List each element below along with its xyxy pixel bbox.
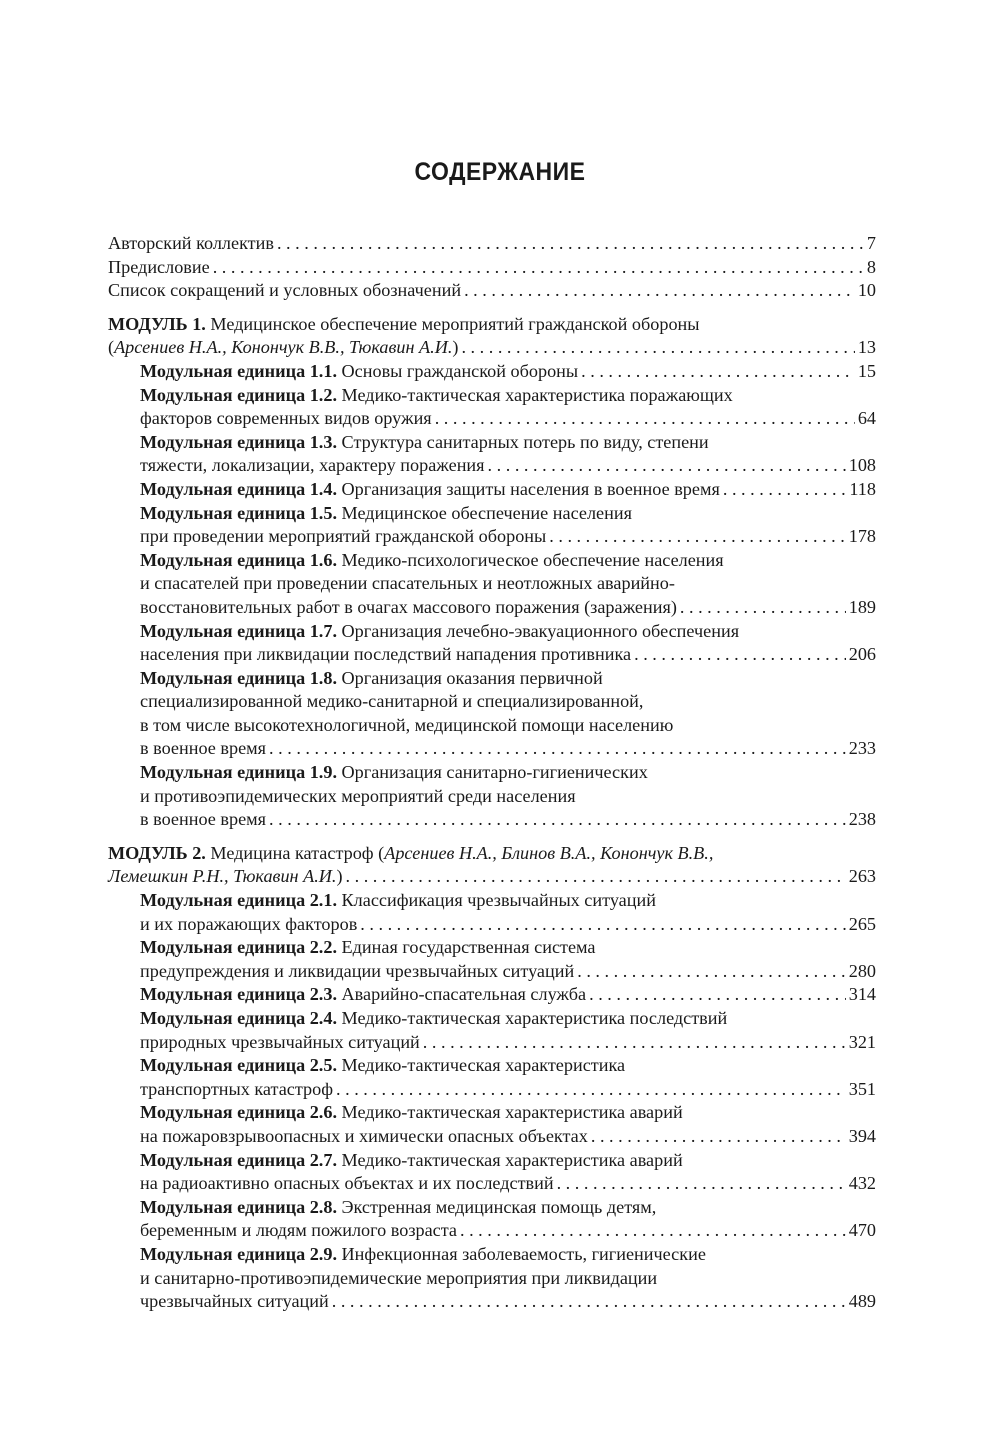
unit-title-text: природных чрезвычайных ситуаций <box>140 1031 420 1052</box>
page-number: 7 <box>866 233 876 253</box>
page-number: 10 <box>857 280 876 301</box>
dot-leader <box>488 454 846 478</box>
unit-label: Модульная единица 1.1. <box>140 360 337 381</box>
entry-line <box>140 1031 876 1055</box>
entry-line <box>140 407 876 431</box>
entry-line <box>140 525 876 549</box>
module-unit-entry <box>108 667 876 761</box>
entry-line <box>140 1267 876 1291</box>
unit-title-text: Медико-тактическая характеристика аварий <box>341 1149 683 1170</box>
unit-label: Модульная единица 2.4. <box>140 1008 337 1028</box>
unit-title-text: Классификация чрезвычайных ситуаций <box>341 890 656 911</box>
unit-title-text: на радиоактивно опасных объектах и их последствий <box>140 1173 554 1194</box>
entry-line <box>140 737 876 761</box>
module-1-section <box>108 313 876 832</box>
entry-line <box>140 1101 876 1125</box>
entry-line <box>140 478 876 502</box>
module-unit-entry <box>108 478 876 502</box>
unit-label: Модульная единица 2.3. <box>140 984 337 1005</box>
entry-line <box>140 572 876 596</box>
unit-title-text: Аварийно-спасательная служба <box>341 984 587 1005</box>
entry-line <box>140 1172 876 1196</box>
module-unit-entry <box>108 549 876 620</box>
module-unit-entry <box>108 889 876 936</box>
module-2-authors-line1: Арсениев Н.А., Блинов В.А., Конончук В.В., <box>384 842 714 863</box>
dot-leader <box>591 1125 846 1149</box>
dot-leader <box>423 1031 846 1055</box>
dot-leader <box>336 1078 846 1102</box>
entry-line <box>140 936 876 960</box>
unit-title-text: Экстренная медицинская помощь детям, <box>341 1196 657 1217</box>
page-number: 178 <box>848 526 876 547</box>
unit-label: Модульная единица 2.8. <box>140 1196 337 1217</box>
dot-leader <box>581 360 855 384</box>
entry-line <box>140 1078 876 1102</box>
entry-line <box>140 714 876 738</box>
unit-title-text: Организация защиты населения в военное время <box>341 478 720 499</box>
unit-title-text: тяжести, локализации, характеру поражения <box>140 455 485 476</box>
unit-title-text: восстановительных работ в очагах массового поражения (заражения) <box>140 596 677 617</box>
page-number: 265 <box>848 913 876 934</box>
entry-title: Предисловие <box>108 256 210 277</box>
page-number: 470 <box>848 1220 876 1241</box>
entry-line <box>140 960 876 984</box>
dot-leader <box>269 737 846 761</box>
unit-title-text: в том числе высокотехнологичной, медицинской помощи населению <box>140 714 674 735</box>
unit-title-text: Организация лечебно-эвакуационного обеспечения <box>341 620 740 641</box>
unit-title-text: Организация санитарно-гигиенических <box>341 762 648 783</box>
page-number: 15 <box>857 360 876 381</box>
module-unit-entry <box>108 620 876 667</box>
dot-leader <box>360 913 845 937</box>
dot-leader <box>346 865 846 889</box>
entry-line <box>140 1290 876 1314</box>
entry-line <box>140 454 876 478</box>
unit-label: Модульная единица 1.9. <box>140 762 337 783</box>
page-number: 108 <box>848 455 876 476</box>
page-number: 432 <box>848 1173 876 1194</box>
unit-title-text: транспортных катастроф <box>140 1078 333 1099</box>
module-2-units <box>108 889 876 1314</box>
dot-leader <box>277 232 864 256</box>
entry-line <box>140 889 876 913</box>
unit-label: Модульная единица 1.7. <box>140 620 337 641</box>
unit-title-text: беременным и людям пожилого возраста <box>140 1220 457 1241</box>
entry-line <box>140 431 876 455</box>
front-matter-list <box>108 232 876 303</box>
dot-leader <box>549 525 845 549</box>
module-1-authors: Арсениев Н.А., Конончук В.В., Тюкавин А.И. <box>114 337 453 358</box>
dot-leader <box>332 1290 846 1314</box>
entry-line <box>140 1149 876 1173</box>
entry-line <box>140 384 876 408</box>
page-title: СОДЕРЖАНИЕ <box>414 158 586 186</box>
dot-leader <box>461 336 854 360</box>
module-unit-entry <box>108 761 876 832</box>
dot-leader <box>435 407 855 431</box>
unit-title-text: при проведении мероприятий гражданской обороны <box>140 526 547 547</box>
entry-title: Список сокращений и условных обозначений <box>108 280 462 301</box>
unit-title-text: на пожаровзрывоопасных и химически опасных объектах <box>140 1125 588 1146</box>
toc-entry <box>108 232 876 256</box>
unit-title-text: Медико-тактическая характеристика последствий <box>341 1008 728 1028</box>
unit-title-text: Медико-тактическая характеристика аварий <box>341 1102 683 1123</box>
entry-line <box>140 549 876 573</box>
unit-title-text: Структура санитарных потерь по виду, степени <box>341 431 709 452</box>
toc-entry <box>108 256 876 280</box>
module-unit-entry <box>108 1243 876 1314</box>
unit-title-text: Инфекционная заболеваемость, гигиенические <box>341 1243 706 1264</box>
module-unit-entry <box>108 936 876 983</box>
page-number: 118 <box>849 478 876 499</box>
unit-title-text: в военное время <box>140 809 267 830</box>
entry-line <box>140 1219 876 1243</box>
page-number: 233 <box>848 738 876 759</box>
unit-title-text: и противоэпидемических мероприятий среди населения <box>140 785 576 806</box>
page-number: 13 <box>857 337 876 358</box>
entry-line <box>140 502 876 526</box>
page-number: 238 <box>848 809 876 830</box>
page-number: 8 <box>866 256 876 277</box>
dot-leader <box>723 478 847 502</box>
module-unit-entry <box>108 1054 876 1101</box>
entry-line <box>140 1007 876 1031</box>
page-number: 489 <box>848 1291 876 1312</box>
entry-line <box>140 1243 876 1267</box>
module-unit-entry <box>108 384 876 431</box>
entry-line <box>140 761 876 785</box>
unit-title-text: чрезвычайных ситуаций <box>140 1291 329 1312</box>
module-1-title: Медицинское обеспечение мероприятий гражданской обороны <box>210 313 700 334</box>
unit-title-text: и санитарно-противоэпидемические мероприятия при ликвидации <box>140 1267 658 1288</box>
page-number: 351 <box>848 1078 876 1099</box>
dot-leader <box>557 1172 846 1196</box>
dot-leader <box>634 643 846 667</box>
dot-leader <box>460 1219 846 1243</box>
unit-title-text: Медицинское обеспечение населения <box>341 502 632 523</box>
module-unit-entry <box>108 1196 876 1243</box>
dot-leader <box>464 279 855 303</box>
dot-leader <box>589 983 846 1007</box>
module-unit-entry <box>108 1007 876 1054</box>
unit-label: Модульная единица 1.5. <box>140 502 337 523</box>
toc-entry <box>108 279 876 303</box>
module-1-units <box>108 360 876 832</box>
unit-title-text: Единая государственная система <box>341 937 596 958</box>
module-unit-entry <box>108 1149 876 1196</box>
module-unit-entry <box>108 1101 876 1148</box>
unit-title-text: и их поражающих факторов <box>140 913 358 934</box>
module-2-authors-line2: Лемешкин Р.Н., Тюкавин А.И. <box>108 866 337 887</box>
module-unit-entry <box>108 431 876 478</box>
module-1-heading: МОДУЛЬ 1. Медицинское обеспечение мероприятий гражданской обороны (Арсениев Н.А., Конончук В.В., Тюкавин А.И.) . . . 13 <box>108 313 876 360</box>
entry-line <box>140 1125 876 1149</box>
module-2-section <box>108 842 876 1314</box>
entry-line <box>140 913 876 937</box>
unit-label: Модульная единица 1.8. <box>140 667 337 688</box>
unit-label: Модульная единица 1.4. <box>140 478 337 499</box>
unit-title-text: населения при ликвидации последствий нападения противника <box>140 644 632 665</box>
dot-leader <box>680 596 846 620</box>
unit-title-text: Организация оказания первичной <box>341 667 603 688</box>
page-number: 280 <box>848 960 876 981</box>
dot-leader <box>269 808 846 832</box>
entry-line <box>140 360 876 384</box>
entry-title: Авторский коллектив <box>108 233 274 253</box>
unit-title-text: Медико-тактическая характеристика <box>341 1055 626 1076</box>
page-number: 64 <box>857 408 876 429</box>
module-unit-entry <box>108 502 876 549</box>
entry-line <box>140 596 876 620</box>
unit-label: Модульная единица 2.1. <box>140 890 337 911</box>
unit-label: Модульная единица 2.9. <box>140 1243 337 1264</box>
unit-title-text: специализированной медико-санитарной и специализированной, <box>140 691 644 712</box>
module-unit-entry <box>108 360 876 384</box>
unit-title-text: Медико-тактическая характеристика поражающих <box>341 384 733 405</box>
unit-label: Модульная единица 1.3. <box>140 431 337 452</box>
module-2-label: МОДУЛЬ 2. <box>108 842 206 863</box>
entry-line <box>140 690 876 714</box>
unit-title-text: и спасателей при проведении спасательных и неотложных аварийно- <box>140 573 675 594</box>
unit-label: Модульная единица 1.6. <box>140 549 337 570</box>
unit-title-text: факторов современных видов оружия <box>140 408 432 429</box>
dot-leader <box>577 960 846 984</box>
table-of-contents <box>108 232 876 1314</box>
page-number: 314 <box>848 984 876 1005</box>
entry-line <box>140 983 876 1007</box>
entry-line <box>140 1196 876 1220</box>
unit-title-text: в военное время <box>140 738 267 759</box>
unit-title-text: предупреждения и ликвидации чрезвычайных ситуаций <box>140 960 575 981</box>
unit-title-text: Медико-психологическое обеспечение населения <box>341 549 724 570</box>
page-number: 189 <box>848 596 876 617</box>
module-1-label: МОДУЛЬ 1. <box>108 313 206 334</box>
entry-line <box>140 620 876 644</box>
module-2-title: Медицина катастроф <box>210 842 374 863</box>
entry-line <box>140 1054 876 1078</box>
entry-line <box>140 667 876 691</box>
module-2-heading: МОДУЛЬ 2. Медицина катастроф (Арсениев Н.А., Блинов В.А., Конончук В.В., Лемешкин Р.Н., Тюкавин А.И.) . . . 263 <box>108 842 876 889</box>
page-number: 394 <box>848 1125 876 1146</box>
unit-label: Модульная единица 2.6. <box>140 1102 337 1123</box>
unit-title-text: Основы гражданской обороны <box>341 360 579 381</box>
unit-label: Модульная единица 1.2. <box>140 384 337 405</box>
entry-line <box>140 785 876 809</box>
page-number: 206 <box>848 644 876 665</box>
unit-label: Модульная единица 2.5. <box>140 1055 337 1076</box>
unit-label: Модульная единица 2.2. <box>140 937 337 958</box>
entry-line <box>140 643 876 667</box>
dot-leader <box>213 256 864 280</box>
page-number: 321 <box>848 1031 876 1052</box>
unit-label: Модульная единица 2.7. <box>140 1149 337 1170</box>
page-number: 263 <box>848 866 876 887</box>
module-unit-entry <box>108 983 876 1007</box>
entry-line <box>140 808 876 832</box>
